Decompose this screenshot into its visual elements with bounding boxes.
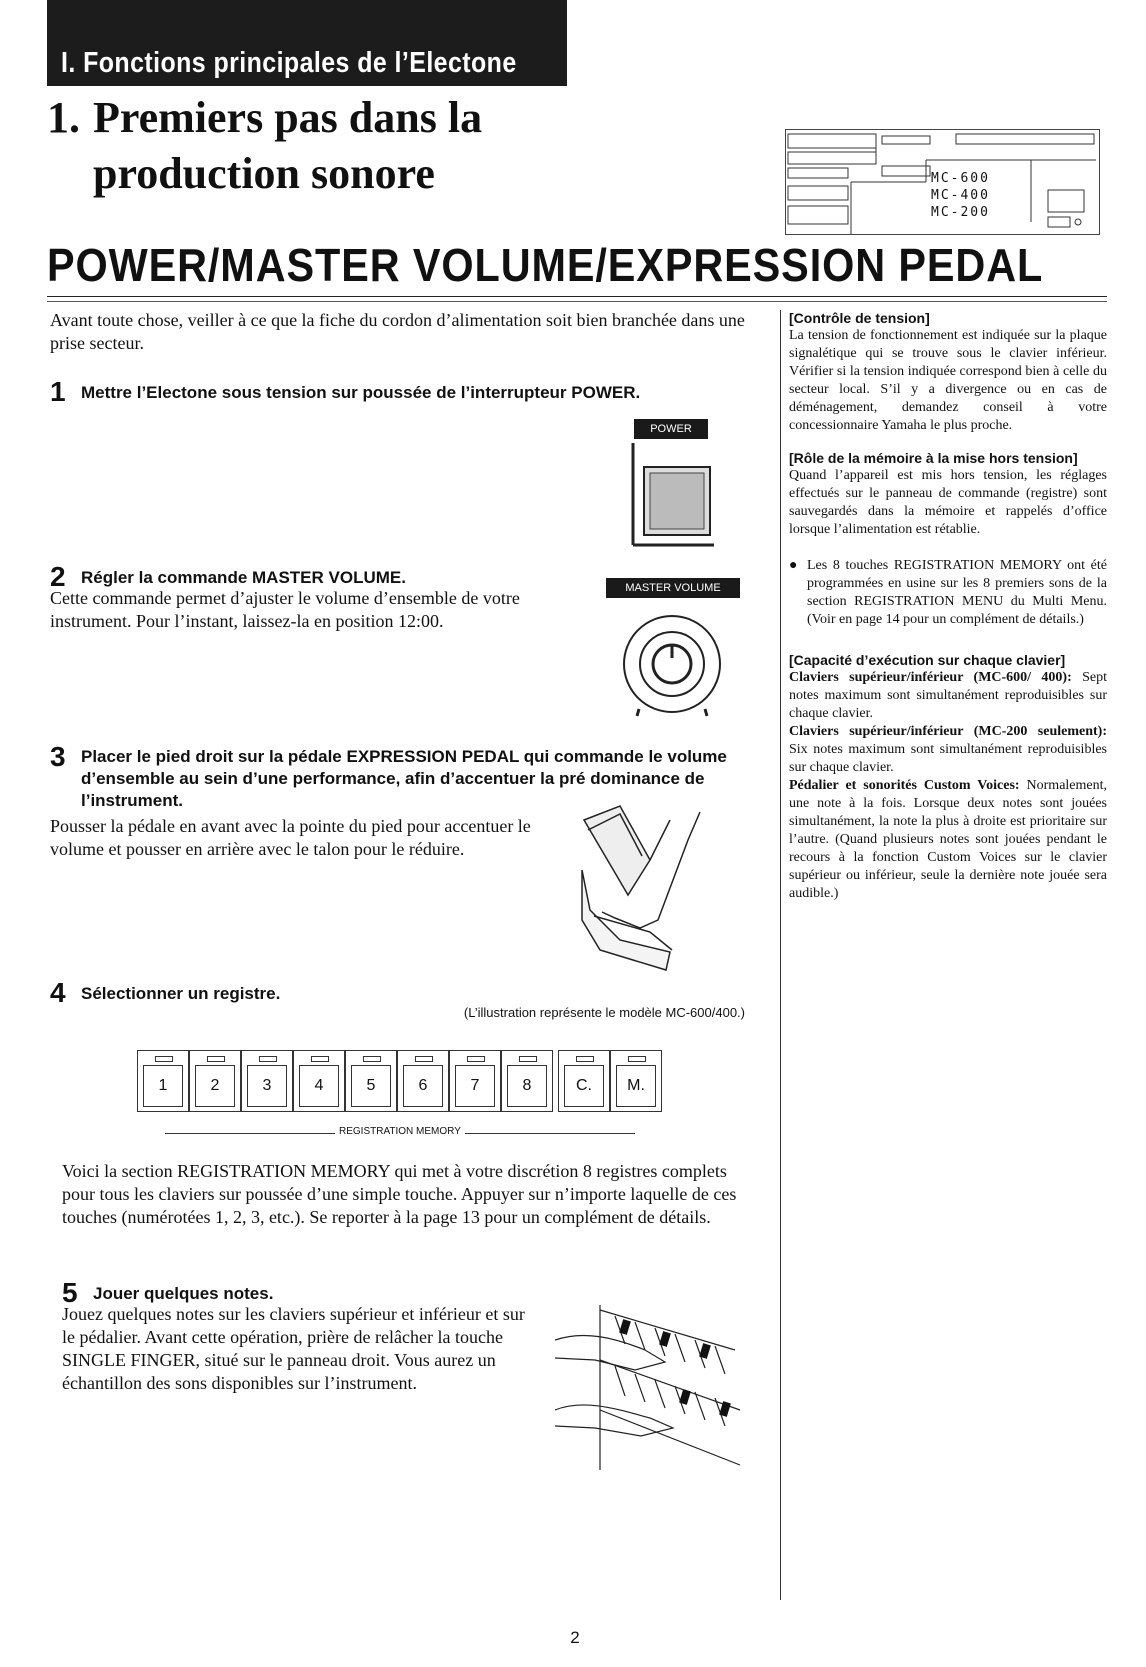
cap2-label: Claviers supérieur/inférieur (MC-200 seulement): — [789, 724, 1107, 739]
sidebar-capacity-title: [Capacité d’exécution sur chaque clavier] — [789, 652, 1066, 668]
reg-key-led — [259, 1056, 277, 1062]
model-mc400: MC-400 — [931, 188, 990, 203]
keyboard-hands-illustration — [555, 1300, 745, 1475]
cap3-label: Pédalier et sonorités Custom Voices: — [789, 778, 1020, 793]
reg-key-2[interactable] — [189, 1050, 241, 1112]
cap2-text: Six notes maximum sont simultanément reproduisibles sur chaque clavier. — [789, 742, 1107, 775]
registration-memory-label: REGISTRATION MEMORY — [335, 1126, 465, 1137]
reg-key-label: 8 — [507, 1065, 547, 1107]
cap1-text: Sept notes maximum sont simultanément reproduisibles sur chaque clavier. — [789, 670, 1108, 721]
chapter-title-line2: production sonore — [93, 149, 435, 198]
page-number: 2 — [570, 1628, 580, 1647]
step-2-number: 2 — [50, 561, 66, 592]
step-5-number: 5 — [62, 1277, 78, 1308]
step-5-text: Jouez quelques notes sur les claviers supérieur et inférieur et sur le pédalier. Avant cette opération, prière de relâcher la touche SINGLE FINGER, situé sur le panneau droit. Vous aurez un échantillon des sons disponibles sur l’instrument. — [62, 1304, 525, 1393]
section-rule-thin — [47, 301, 1107, 302]
reg-key-label: 2 — [195, 1065, 235, 1107]
reg-key-led — [207, 1056, 225, 1062]
reg-key-led — [576, 1056, 594, 1062]
reg-key-led — [467, 1056, 485, 1062]
intro-paragraph: Avant toute chose, veiller à ce que la fiche du cordon d’alimentation soit bien branchée dans une prise secteur. — [50, 310, 745, 353]
bullet-icon: ● — [789, 558, 798, 573]
power-label: POWER — [634, 419, 708, 439]
reg-key-led — [311, 1056, 329, 1062]
chapter-title — [47, 90, 607, 202]
reg-key-led — [415, 1056, 433, 1062]
reg-key-led — [155, 1056, 173, 1062]
section-title: POWER/MASTER VOLUME/EXPRESSION PEDAL — [47, 239, 1044, 291]
step-5-title: Jouer quelques notes. — [93, 1284, 274, 1303]
step-2-text: Cette commande permet d’ajuster le volume d’ensemble de votre instrument. Pour l’instant, laissez-la en position 12:00. — [50, 588, 520, 631]
reg-key-6[interactable] — [397, 1050, 449, 1112]
sidebar — [789, 309, 1107, 903]
reg-key-led — [519, 1056, 537, 1062]
power-switch-illustration — [630, 443, 720, 548]
chapter-banner — [47, 0, 567, 86]
step-1 — [50, 376, 750, 408]
model-mc200: MC-200 — [931, 205, 990, 220]
sidebar-tension-text: La tension de fonctionnement est indiquée sur la plaque signalétique qui se trouve sous le clavier inférieur. Vérifier si la tension indiquée correspond bien à celle du secteur local. S’il y a divergence ou en cas de déménagement, demandez conseil à votre concessionnaire Yamaha le plus proche. — [789, 328, 1107, 433]
section-rule — [47, 296, 1107, 297]
reg-key-5[interactable] — [345, 1050, 397, 1112]
model-panel-illustration — [785, 129, 1100, 235]
step-4-text: Voici la section REGISTRATION MEMORY qui met à votre discrétion 8 registres complets pour tous les claviers sur poussée d’une simple touche. Appuyer sur n’importe laquelle de ces touches (numérotées 1, 2, 3, etc.). Se reporter à la page 13 pour un complément de détails. — [62, 1161, 737, 1227]
reg-key-label: M. — [616, 1065, 656, 1107]
master-volume-knob[interactable] — [612, 610, 732, 725]
reg-key-7[interactable] — [449, 1050, 501, 1112]
sidebar-tension-title: [Contrôle de tension] — [789, 310, 930, 326]
reg-key-1[interactable] — [137, 1050, 189, 1112]
step-3-title: Placer le pied droit sur la pédale EXPRESSION PEDAL qui commande le volume d’ensemble au sein d’une performance, afin d’accentuer la pré dominance de l’instrument. — [81, 747, 727, 810]
reg-key-4[interactable] — [293, 1050, 345, 1112]
registration-memory-caption — [165, 1126, 635, 1140]
step-2-title: Régler la commande MASTER VOLUME. — [81, 568, 406, 587]
step-4-title: Sélectionner un registre. — [81, 984, 281, 1003]
master-volume-label: MASTER VOLUME — [606, 578, 740, 598]
sidebar-capacity-3 — [789, 777, 1107, 903]
reg-key-3[interactable] — [241, 1050, 293, 1112]
chapter-number: 1. — [47, 93, 80, 142]
column-divider — [780, 310, 781, 1600]
reg-key-label: 3 — [247, 1065, 287, 1107]
sidebar-memory-title: [Rôle de la mémoire à la mise hors tension] — [789, 450, 1078, 466]
reg-key-m[interactable] — [610, 1050, 662, 1112]
step-1-number: 1 — [50, 376, 66, 407]
chapter-title-line1: Premiers pas dans la — [93, 93, 483, 142]
reg-key-label: 1 — [143, 1065, 183, 1107]
reg-key-label: 7 — [455, 1065, 495, 1107]
model-mc600: MC-600 — [931, 171, 990, 186]
reg-key-c[interactable] — [558, 1050, 610, 1112]
sidebar-bullet-text: Les 8 touches REGISTRATION MEMORY ont été programmées en usine sur les 8 premiers sons de la section REGISTRATION MENU du Multi Menu. (Voir en page 14 pour un complément de détails.) — [807, 558, 1107, 627]
step-3-text: Pousser la pédale en avant avec la pointe du pied pour accentuer le volume et pousser en arrière avec le talon pour le réduire. — [50, 816, 531, 859]
reg-key-label: C. — [564, 1065, 604, 1107]
expression-pedal-illustration — [580, 800, 735, 975]
step-4-number: 4 — [50, 977, 66, 1008]
sidebar-capacity-2 — [789, 723, 1107, 777]
chapter-banner-text: I. Fonctions principales de l’Electone — [61, 47, 517, 79]
step-4-caption: (L’illustration représente le modèle MC-600/400.) — [463, 1005, 745, 1020]
cap1-label: Claviers supérieur/inférieur (MC-600/ 400): — [789, 670, 1072, 685]
sidebar-bullet — [789, 557, 1107, 629]
step-3-number: 3 — [50, 741, 66, 772]
reg-key-label: 4 — [299, 1065, 339, 1107]
cap3-text: Normalement, une note à la fois. Lorsque deux notes sont jouées simultanément, la note la plus à droite est prioritaire sur l’autre. (Quand plusieurs notes sont jouées pendant le recours à la fonction Custom Voices sur le clavier supérieur ou inférieur, seule la dernière note jouée sera audible.) — [789, 778, 1108, 901]
sidebar-capacity-1 — [789, 669, 1107, 723]
step-1-title: Mettre l’Electone sous tension sur poussée de l’interrupteur POWER. — [81, 383, 641, 402]
reg-key-8[interactable] — [501, 1050, 553, 1112]
reg-key-label: 6 — [403, 1065, 443, 1107]
sidebar-memory-text: Quand l’appareil est mis hors tension, les réglages effectués sur le panneau de commande (registre) sont sauvegardés dans la mémoire et rappelés d’office lorsque l’alimentation est rétablie. — [789, 468, 1107, 537]
reg-key-led — [363, 1056, 381, 1062]
reg-key-label: 5 — [351, 1065, 391, 1107]
reg-key-led — [628, 1056, 646, 1062]
